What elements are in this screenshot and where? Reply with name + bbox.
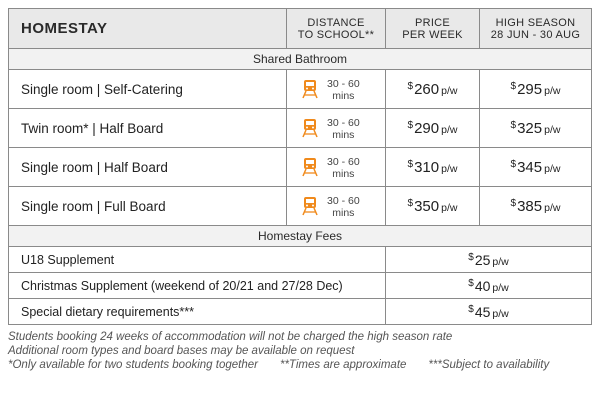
high-season-price-cell: $325 p/w bbox=[480, 109, 592, 148]
table-title: HOMESTAY bbox=[9, 9, 287, 49]
high-season-header: HIGH SEASON 28 JUN - 30 AUG bbox=[480, 9, 592, 49]
room-type: Single room | Self-Catering bbox=[9, 70, 287, 109]
fee-price: $25 p/w bbox=[386, 247, 592, 273]
fee-row bbox=[9, 247, 592, 273]
footnote-availability: ***Subject to availability bbox=[428, 359, 550, 371]
note-high-season: Students booking 24 weeks of accommodation will not be charged the high season rate bbox=[8, 331, 453, 343]
homestay-price-list bbox=[8, 8, 591, 372]
price-cell: $350 p/w bbox=[386, 187, 480, 226]
train-icon bbox=[301, 79, 319, 99]
section-shared-bathroom bbox=[9, 49, 592, 70]
table-row bbox=[9, 109, 592, 148]
room-type: Single room | Full Board bbox=[9, 187, 287, 226]
section-title: Homestay Fees bbox=[9, 226, 592, 247]
fee-row bbox=[9, 299, 592, 325]
train-icon bbox=[301, 157, 319, 177]
high-season-price-cell: $295 p/w bbox=[480, 70, 592, 109]
distance-cell bbox=[287, 70, 386, 109]
train-icon bbox=[301, 118, 319, 138]
section-title: Shared Bathroom bbox=[9, 49, 592, 70]
price-header: PRICE PER WEEK bbox=[386, 9, 480, 49]
table-row bbox=[9, 148, 592, 187]
distance-header: DISTANCE TO SCHOOL** bbox=[287, 9, 386, 49]
distance-cell bbox=[287, 148, 386, 187]
table-row bbox=[9, 187, 592, 226]
room-type: Single room | Half Board bbox=[9, 148, 287, 187]
footnote-twin-room: *Only available for two students booking together bbox=[8, 359, 258, 371]
fee-name: Special dietary requirements*** bbox=[9, 299, 386, 325]
footnotes bbox=[8, 358, 591, 372]
price-cell: $260 p/w bbox=[386, 70, 480, 109]
high-season-price-cell: $345 p/w bbox=[480, 148, 592, 187]
note-additional-rooms: Additional room types and board bases may be available on request bbox=[8, 345, 355, 357]
fee-name: Christmas Supplement (weekend of 20/21 and 27/28 Dec) bbox=[9, 273, 386, 299]
fee-price: $40 p/w bbox=[386, 273, 592, 299]
travel-time: 30 - 60 mins bbox=[327, 195, 360, 219]
train-icon bbox=[301, 196, 319, 216]
notes bbox=[8, 330, 591, 372]
table-row bbox=[9, 70, 592, 109]
table-header bbox=[9, 9, 592, 49]
price-cell: $310 p/w bbox=[386, 148, 480, 187]
distance-cell bbox=[287, 109, 386, 148]
distance-cell bbox=[287, 187, 386, 226]
section-homestay-fees bbox=[9, 226, 592, 247]
price-cell: $290 p/w bbox=[386, 109, 480, 148]
travel-time: 30 - 60 mins bbox=[327, 156, 360, 180]
footnote-times: **Times are approximate bbox=[279, 359, 407, 371]
travel-time: 30 - 60 mins bbox=[327, 78, 360, 102]
travel-time: 30 - 60 mins bbox=[327, 117, 360, 141]
homestay-table bbox=[8, 8, 592, 325]
fee-name: U18 Supplement bbox=[9, 247, 386, 273]
fee-price: $45 p/w bbox=[386, 299, 592, 325]
room-type: Twin room* | Half Board bbox=[9, 109, 287, 148]
fee-row bbox=[9, 273, 592, 299]
high-season-price-cell: $385 p/w bbox=[480, 187, 592, 226]
